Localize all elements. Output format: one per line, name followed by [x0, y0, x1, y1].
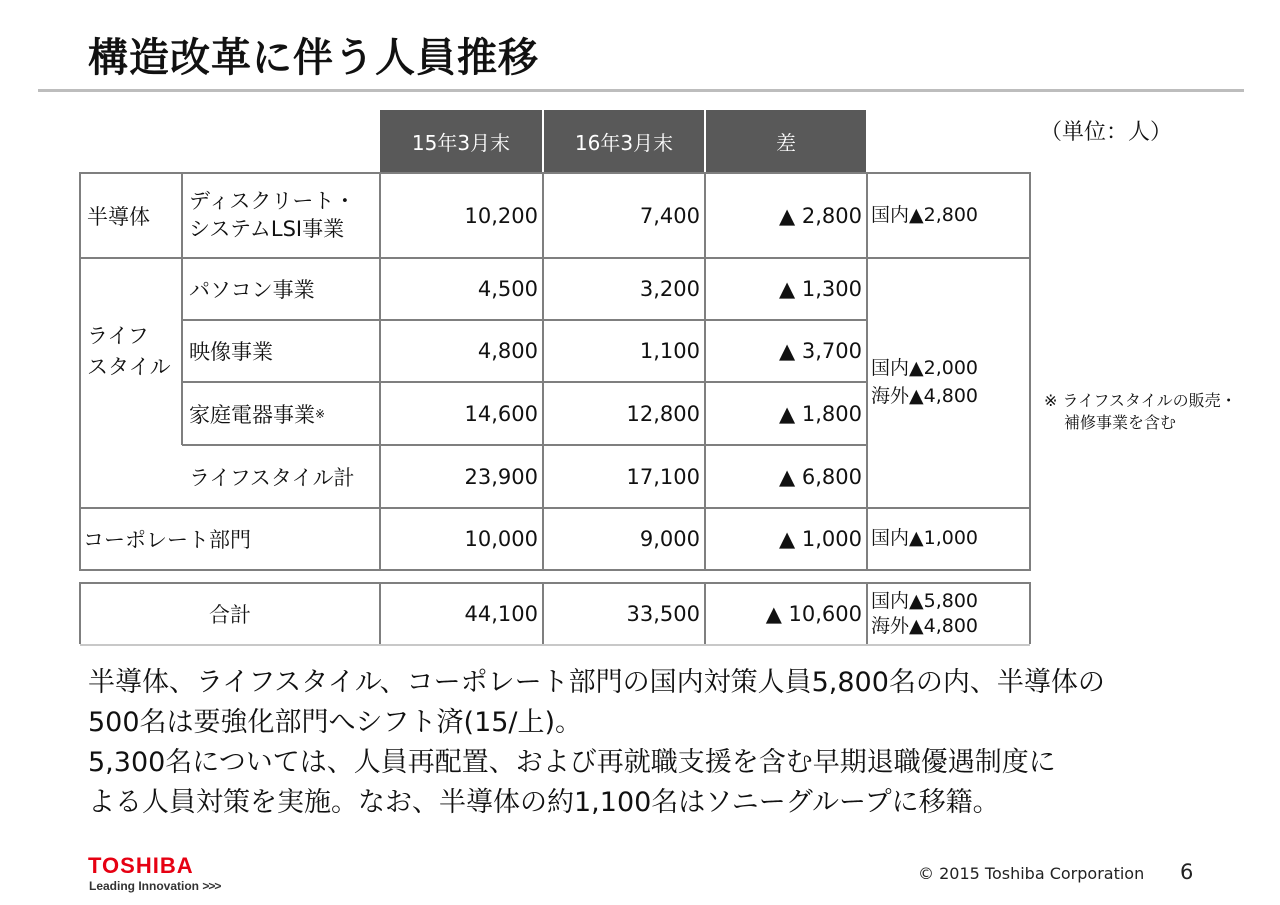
- value-2015-appliance: 14,600: [464, 401, 538, 426]
- business-appliance: [183, 383, 379, 444]
- value-2015-semiconductor: 10,200: [464, 203, 538, 228]
- value-2016-appliance: 12,800: [626, 401, 700, 426]
- header-2016: 16年3月末: [544, 110, 704, 172]
- business-lifestyle-total: ライフスタイル計: [189, 465, 355, 490]
- side-footnote: [1044, 390, 1237, 435]
- diff-lifestyle-total: ▲ 6,800: [779, 464, 862, 489]
- diff-corporate: ▲ 1,000: [779, 527, 862, 551]
- value-2016-total: 33,500: [626, 602, 700, 626]
- summary-text: [88, 663, 1208, 823]
- summary-line: 500名は要強化部門へシフト済(15/上)。: [88, 707, 583, 738]
- business-appliance-label: 家庭電器事業: [189, 402, 315, 427]
- group-lifestyle-line1: ライフ: [87, 323, 149, 348]
- note-total-line1: 国内▲5,800: [871, 590, 979, 613]
- side-footnote-line1: ※ ライフスタイルの販売・: [1044, 391, 1237, 410]
- note-total-line2: 海外▲4,800: [871, 615, 979, 637]
- grid-line: [80, 569, 1030, 571]
- grid-line: [80, 644, 1030, 646]
- copyright-text: © 2015 Toshiba Corporation: [918, 864, 1145, 883]
- diff-visual: ▲ 3,700: [779, 339, 862, 363]
- note-total: [868, 584, 1029, 644]
- summary-line: よる人員対策を実施。なお、半導体の約1,100名はソニーグループに移籍。: [88, 787, 1000, 818]
- side-footnote-line2: 補修事業を含む: [1064, 413, 1177, 433]
- group-lifestyle: [81, 259, 181, 445]
- grid-line: [1029, 172, 1031, 571]
- page-title: 構造改革に伴う人員推移: [88, 35, 539, 81]
- note-corporate: 国内▲1,000: [871, 527, 979, 550]
- header-2015: 15年3月末: [380, 110, 542, 172]
- value-2015-corporate: 10,000: [464, 527, 538, 551]
- title-divider: [38, 89, 1244, 92]
- header-diff: 差: [706, 110, 866, 172]
- business-semiconductor: [183, 174, 379, 257]
- diff-total: ▲ 10,600: [765, 602, 862, 626]
- unit-label: （単位：人）: [1040, 120, 1173, 145]
- appliance-note-mark: ※: [315, 406, 326, 421]
- value-2016-corporate: 9,000: [639, 527, 700, 551]
- note-lifestyle-line2: 海外▲4,800: [871, 385, 979, 407]
- logo-tagline: [89, 879, 220, 893]
- value-2016-pc: 3,200: [639, 277, 700, 301]
- value-2015-pc: 4,500: [477, 277, 538, 301]
- diff-semiconductor: ▲ 2,800: [779, 203, 862, 228]
- note-semiconductor: 国内▲2,800: [871, 203, 979, 226]
- group-lifestyle-line2: スタイル: [87, 355, 171, 379]
- toshiba-logo: TOSHIBA: [88, 853, 194, 878]
- summary-line: 半導体、ライフスタイル、コーポレート部門の国内対策人員5,800名の内、半導体の: [88, 667, 1105, 698]
- value-2015-lifestyle-total: 23,900: [464, 464, 538, 489]
- tagline-text: Leading Innovation: [89, 879, 199, 893]
- grid-line: [1029, 582, 1031, 644]
- value-2015-visual: 4,800: [477, 339, 538, 363]
- business-pc: パソコン事業: [189, 278, 315, 302]
- page-number: 6: [1180, 860, 1194, 884]
- group-semiconductor: 半導体: [87, 204, 150, 229]
- summary-line: 5,300名については、人員再配置、および再就職支援を含む早期退職優遇制度に: [88, 747, 1056, 778]
- value-2016-lifestyle-total: 17,100: [626, 464, 700, 489]
- business-visual: 映像事業: [189, 340, 273, 364]
- value-2016-visual: 1,100: [639, 339, 700, 363]
- group-corporate: コーポレート部門: [83, 528, 251, 552]
- business-semiconductor-line1: ディスクリート・: [189, 189, 356, 214]
- business-semiconductor-line2: システムLSI事業: [189, 216, 345, 241]
- value-2015-total: 44,100: [464, 602, 538, 626]
- tagline-arrows-icon: >>>: [202, 879, 221, 893]
- total-label: 合計: [209, 603, 251, 627]
- note-lifestyle: [868, 259, 1029, 507]
- diff-appliance: ▲ 1,800: [779, 401, 862, 426]
- diff-pc: ▲ 1,300: [779, 277, 862, 301]
- value-2016-semiconductor: 7,400: [639, 203, 700, 228]
- note-lifestyle-line1: 国内▲2,000: [871, 357, 979, 380]
